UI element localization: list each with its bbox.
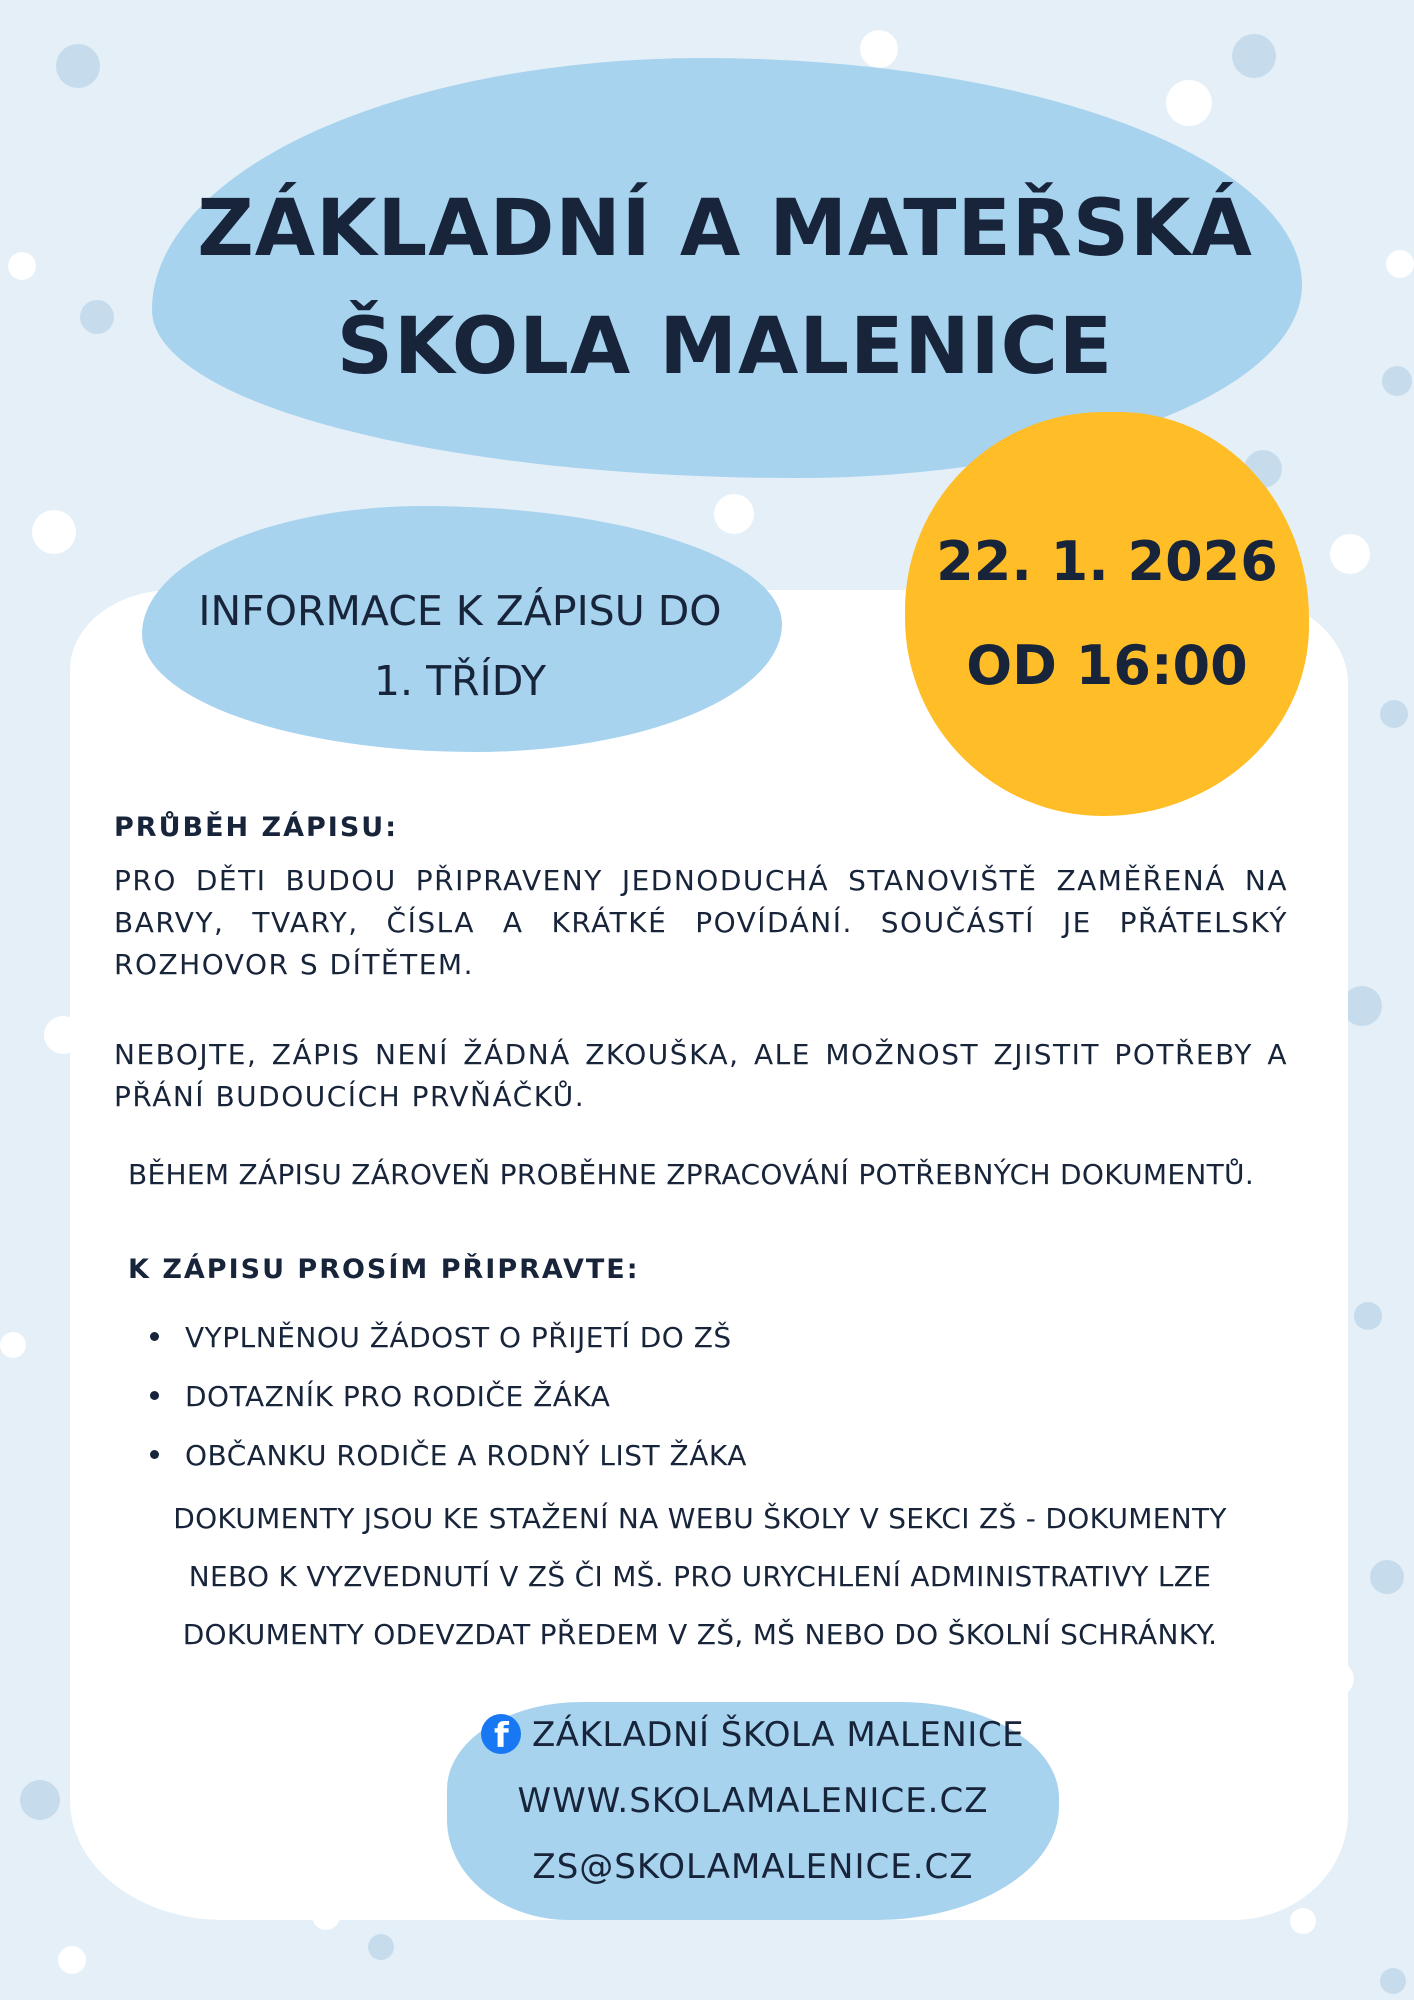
- facebook-icon[interactable]: f: [481, 1714, 521, 1754]
- website-link[interactable]: WWW.SKOLAMALENICE.CZ: [517, 1781, 989, 1821]
- progress-paragraph-3: BĚHEM ZÁPISU ZÁROVEŇ PROBĚHNE ZPRACOVÁNÍ POTŘEBNÝCH DOKUMENTŮ.: [128, 1158, 1255, 1191]
- list-item: [150, 1367, 747, 1426]
- documents-list: [150, 1308, 747, 1485]
- bullet-icon: [150, 1450, 159, 1459]
- note-line-1: DOKUMENTY JSOU KE STAŽENÍ NA WEBU ŠKOLY V SEKCI ZŠ - DOKUMENTY: [173, 1502, 1227, 1535]
- list-item: [150, 1426, 747, 1485]
- list-item: [150, 1308, 747, 1367]
- info-heading: [160, 576, 760, 716]
- email-link[interactable]: ZS@SKOLAMALENICE.CZ: [532, 1847, 974, 1887]
- section-prepare-title: K ZÁPISU PROSÍM PŘIPRAVTE:: [128, 1254, 640, 1285]
- title-line-2: ŠKOLA MALENICE: [336, 302, 1114, 392]
- page-title: [160, 170, 1290, 406]
- list-item-label: DOTAZNÍK PRO RODIČE ŽÁKA: [185, 1380, 611, 1413]
- note-line-2: NEBO K VYZVEDNUTÍ V ZŠ ČI MŠ. PRO URYCHLENÍ ADMINISTRATIVY LZE: [188, 1560, 1212, 1593]
- list-item-label: VYPLNĚNOU ŽÁDOST O PŘIJETÍ DO ZŠ: [185, 1321, 732, 1354]
- progress-paragraph-2: NEBOJTE, ZÁPIS NENÍ ŽÁDNÁ ZKOUŠKA, ALE MOŽNOST ZJISTIT POTŘEBY A PŘÁNÍ BUDOUCÍCH PRVŇÁČKŮ.: [114, 1038, 1288, 1113]
- bullet-icon: [150, 1332, 159, 1341]
- event-date: [905, 510, 1309, 718]
- bullet-icon: [150, 1391, 159, 1400]
- title-line-1: ZÁKLADNÍ A MATEŘSKÁ: [197, 184, 1253, 274]
- date-day: 22. 1. 2026: [936, 530, 1278, 593]
- documents-note: [140, 1490, 1260, 1664]
- list-item-label: OBČANKU RODIČE A RODNÝ LIST ŽÁKA: [185, 1439, 747, 1472]
- section-progress-title: PRŮBĚH ZÁPISU:: [114, 812, 398, 843]
- progress-paragraph-1: PRO DĚTI BUDOU PŘIPRAVENY JEDNODUCHÁ STANOVIŠTĚ ZAMĚŘENÁ NA BARVY, TVARY, ČÍSLA A KRÁTKÉ POVÍDÁNÍ. SOUČÁSTÍ JE PŘÁTELSKÝ ROZHOVOR S DÍTĚTEM.: [114, 864, 1288, 981]
- info-line-2: 1. TŘÍDY: [373, 657, 547, 705]
- facebook-link[interactable]: ZÁKLADNÍ ŠKOLA MALENICE: [532, 1715, 1025, 1755]
- info-line-1: INFORMACE K ZÁPISU DO: [198, 587, 722, 635]
- note-line-3: DOKUMENTY ODEVZDAT PŘEDEM V ZŠ, MŠ NEBO DO ŠKOLNÍ SCHRÁNKY.: [182, 1618, 1218, 1651]
- date-time: OD 16:00: [966, 634, 1248, 697]
